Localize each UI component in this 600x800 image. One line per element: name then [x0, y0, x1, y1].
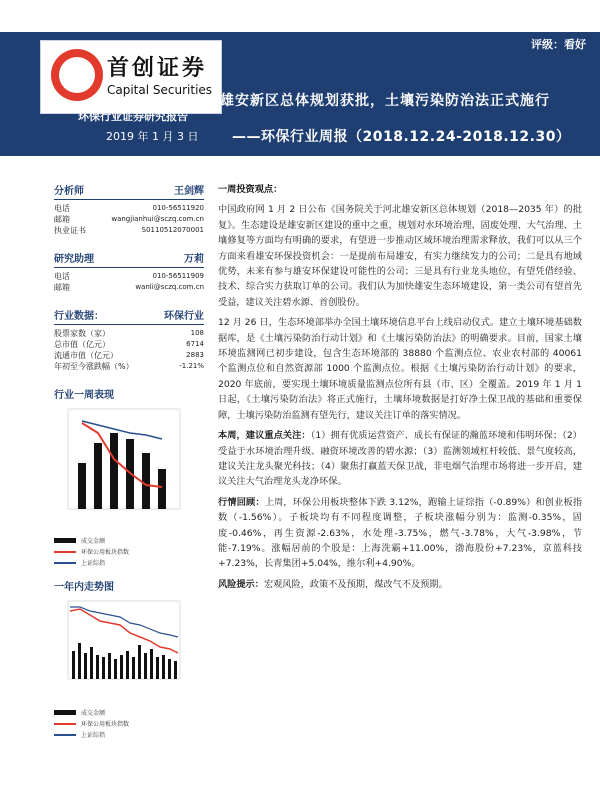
- logo-cn: 首创证券: [107, 55, 208, 81]
- assistant-row: 电话 010-56511909: [54, 272, 204, 281]
- focus-paragraph: [218, 428, 582, 490]
- swatch-icon: [54, 723, 76, 725]
- viewpoint-paragraph: 中国政府网 1 月 2 日公布《国务院关于河北雄安新区总体规划（2018—2035 年）的批复》。生态建设是雄安新区建设的重中之重，规划对水环境治理、固废处理、大气治理、土壤修复等方面均有明确的要求，有望进一步推动区域环境治理需求释放，我们可以从三个方面来看雄安环保投资机会：一是提前布局雄安，有实力继续发力的公司；二是具有地域优势，未来有参与雄安环保建设可能性的公司；三是具有行业龙头地位，有望凭借经验、技术、综合实力获取订单的公司。我们认为加快雄安生态环境建设，第一类公司有望首先受益，建议关注碧水源、首创股份。: [218, 204, 582, 308]
- week-bar: [110, 433, 118, 509]
- logo-circle-icon: [51, 49, 103, 101]
- viewpoint-heading: 一周投资观点：: [218, 184, 283, 195]
- analyst-section: [54, 182, 204, 200]
- week-bar: [78, 463, 86, 509]
- year-chart-bars: [72, 643, 177, 679]
- focus-text: （1）拥有优质运营资产、成长有保证的瀚蓝环境和伟明环保；（2）受益于水环境治理升级、融资环境改善的碧水源；（3）监测领域杠杆较低、景气度较高，建议关注龙头聚光科技；（4）聚焦打赢蓝天保卫战，非电烟气治理市场将进一步开启，建议关注大气治理龙头龙净环保。: [218, 430, 582, 488]
- analyst-label: 分析师: [54, 186, 84, 197]
- rating: 评级：看好: [531, 38, 586, 51]
- report-type: 环保行业证券研究报告: [78, 110, 188, 123]
- soil-paragraph: 12 月 26 日，生态环境部举办全国土壤环境信息平台上线启动仪式。建立土壤环境基础数据库，是《土壤污染防治行动计划》和《土壤污染防治法》的明确要求。目前，国家土壤环境监测网已初步建设，包含生态环境部的 38880 个监测点位、农业农村部的 40061 个监测点位和自然资源部 1000 个监测点位。根据《土壤污染防治行动计划》的要求，2020 年底前，要实现土壤环境质量监测点位所有县（市、区）全覆盖。2019 年 1 月 1 日起，《土壤污染防治法》将正式施行，土壤环境数据是打好净土保卫战的基础和重要保障，土壤污染防治监测有望先行，建议关注订单的落实情况。: [218, 317, 582, 421]
- assistant-label: 研究助理: [54, 254, 94, 265]
- year-legend-item: 成交金额: [54, 707, 204, 718]
- risk-text: 宏观风险，政策不及预期，煤改气不及预期。: [263, 578, 448, 590]
- analyst-row: 电话 010-56511920: [54, 204, 204, 213]
- year-legend-item: 环保公用板块指数: [54, 718, 204, 729]
- focus-heading: 本周，建议重点关注：: [218, 430, 311, 442]
- risk-heading: 风险提示：: [218, 578, 264, 590]
- swatch-icon: [54, 551, 76, 553]
- risk-paragraph: [218, 577, 582, 592]
- swatch-icon: [54, 710, 76, 715]
- market-paragraph: [218, 495, 582, 572]
- week-legend-item: 成交金额: [54, 535, 204, 546]
- year-legend-item: 上证综指: [54, 729, 204, 740]
- report-body: [218, 182, 582, 597]
- report-date: 2019 年 1 月 3 日: [106, 130, 199, 143]
- industry-section: [54, 307, 204, 325]
- report-subtitle: ——环保行业周报（2018.12.24-2018.12.30）: [232, 129, 571, 145]
- assistant-name: 万莉: [184, 254, 204, 265]
- left-column: [54, 182, 204, 740]
- week-legend-item: 环保公用板块指数: [54, 546, 204, 557]
- swatch-icon: [54, 734, 76, 736]
- assistant-row: 邮箱 wanli@sczq.com.cn: [54, 283, 204, 292]
- week-chart: [54, 403, 204, 533]
- week-bar: [94, 443, 102, 509]
- assistant-section: [54, 250, 204, 268]
- year-line-sector: [70, 609, 178, 653]
- industry-row: 股票家数（家） 108: [54, 329, 204, 338]
- analyst-row: 执业证书 S0110512070001: [54, 226, 204, 235]
- logo: [40, 40, 222, 114]
- analyst-row: 邮箱 wangjianhui@sczq.com.cn: [54, 215, 204, 224]
- market-heading: 行情回顾：: [218, 496, 265, 508]
- logo-en: Capital Securities: [107, 83, 213, 97]
- swatch-icon: [54, 562, 76, 564]
- industry-label: 行业数据：: [54, 311, 104, 322]
- week-bar: [142, 453, 150, 509]
- swatch-icon: [54, 538, 76, 543]
- year-line-index: [70, 607, 178, 637]
- industry-name: 环保行业: [164, 311, 204, 322]
- industry-row: 总市值（亿元） 6714: [54, 340, 204, 349]
- week-chart-title: 行业一周表现: [54, 390, 114, 401]
- week-legend-item: 上证综指: [54, 557, 204, 568]
- week-bar: [158, 469, 166, 509]
- industry-row: 年初至今涨跌幅（%） -1.21%: [54, 362, 204, 371]
- year-chart-title: 一年内走势图: [54, 582, 114, 593]
- year-chart: [54, 595, 204, 705]
- industry-row: 流通市值（亿元） 2883: [54, 351, 204, 360]
- analyst-name: 王剑辉: [174, 186, 204, 197]
- report-title: 雄安新区总体规划获批，土壤污染防治法正式施行: [220, 93, 550, 109]
- week-chart-bars: [78, 433, 166, 509]
- market-text: 上周，环保公用板块整体下跌 3.12%，跑输上证综指（-0.89%）和创业板指数（-1.56%）。子板块均有不同程度调整，子板块涨幅分别为：监测-0.35%，固废-0.46%，再生资源-2.63%，水处理-3.75%，燃气-3.78%，大气-3.98%，节能-7.19%。涨幅居前的个股是：上海洗霸+11.00%，渤海股份+7.23%，京蓝科技+7.23%，长青集团+5.04%，维尔利+4.90%。: [218, 496, 583, 570]
